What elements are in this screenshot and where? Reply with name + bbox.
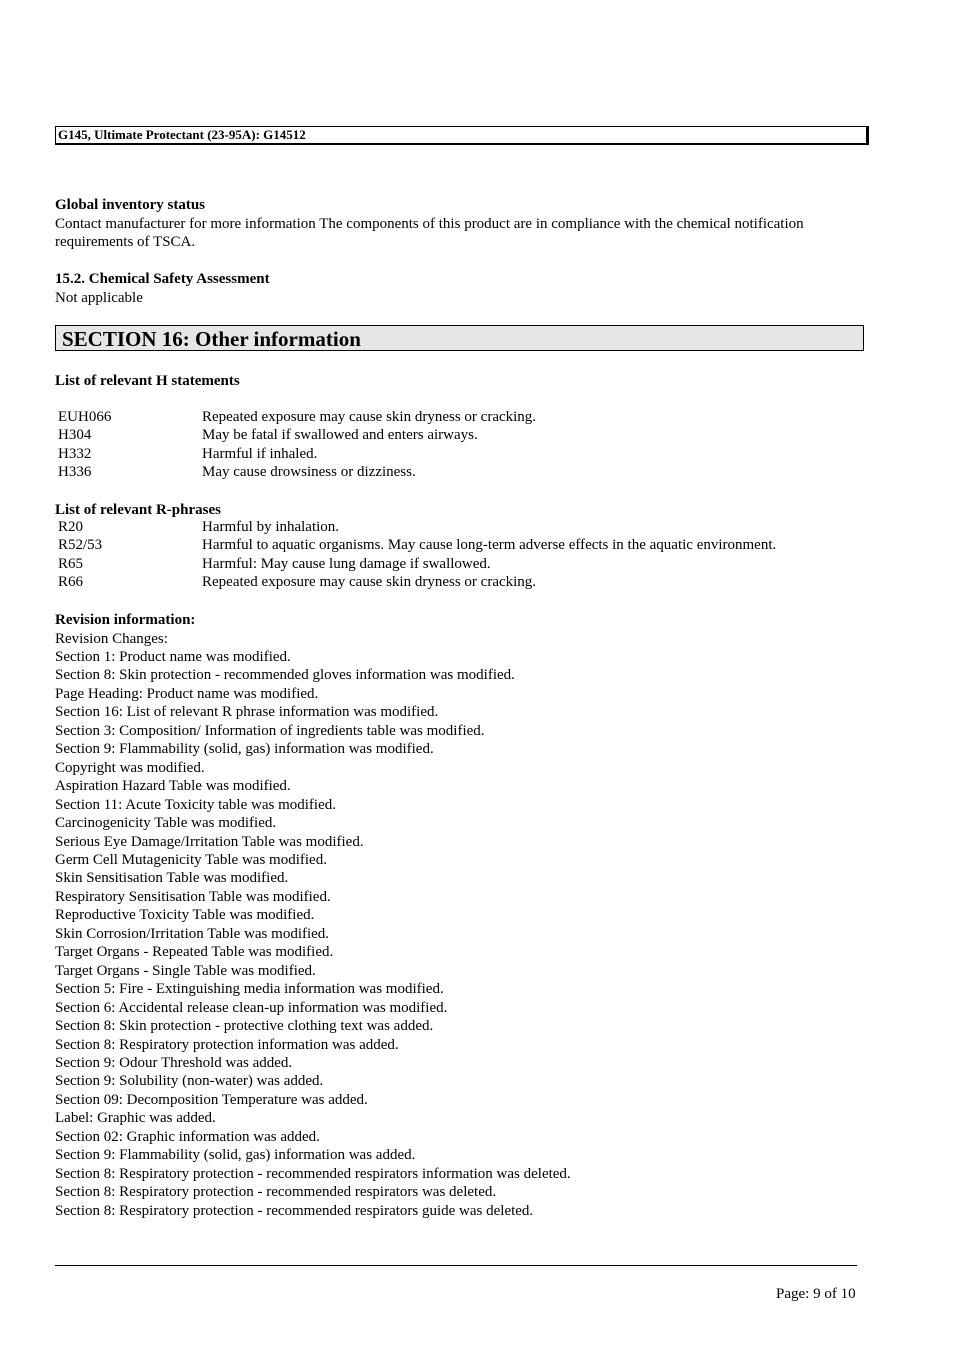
revision-change-item: Label: Graphic was added. [55,1110,216,1127]
statement-text: Harmful by inhalation. [202,519,340,535]
revision-change-item: Serious Eye Damage/Irritation Table was modified. [55,833,364,850]
revision-change-item: Section 8: Respiratory protection - recommended respirators was deleted. [55,1184,497,1201]
revision-change-item: Carcinogenicity Table was modified. [55,815,277,832]
statement-row [55,463,870,481]
revision-change-item: Section 5: Fire - Extinguishing media information was modified. [55,981,444,998]
revision-change-item: Section 9: Flammability (solid, gas) information was added. [55,1147,416,1164]
revision-change-item: Section 9: Flammability (solid, gas) information was modified. [55,741,434,758]
revision-heading: Revision information: [55,612,196,628]
h-statements-heading: List of relevant H statements [55,373,240,389]
document-header: G145, Ultimate Protectant (23-95A): G14512 [55,126,869,145]
h-statements-list [55,408,870,482]
statement-text: May cause drowsiness or dizziness. [202,464,416,481]
statement-code: EUH066 [58,409,112,425]
statement-code: R66 [58,574,84,591]
revision-change-item: Section 1: Product name was modified. [55,649,291,665]
revision-change-item: Section 09: Decomposition Temperature was added. [55,1091,368,1108]
revision-change-item: Section 8: Respiratory protection - recommended respirators information was deleted. [55,1165,571,1182]
chem-safety-heading: 15.2. Chemical Safety Assessment [55,271,270,287]
statement-code: H332 [58,445,92,462]
revision-changes-label: Revision Changes: [55,630,168,647]
revision-change-item: Germ Cell Mutagenicity Table was modified. [55,851,327,868]
statement-row [55,555,870,573]
revision-section [55,611,870,1220]
revision-change-item: Section 16: List of relevant R phrase information was modified. [55,704,439,721]
section-16-title: SECTION 16: Other information [55,325,864,351]
revision-change-item: Respiratory Sensitisation Table was modified. [55,888,331,905]
r-phrases-list [55,518,870,592]
page-number: Page: 9 of 10 [776,1286,856,1302]
revision-change-item: Reproductive Toxicity Table was modified. [55,907,315,924]
revision-changes-list [55,648,870,1220]
statement-text: May be fatal if swallowed and enters airways. [202,427,478,444]
statement-code: H336 [58,464,92,481]
chem-safety-section [55,270,870,307]
statement-code: R65 [58,555,84,572]
revision-change-item: Section 11: Acute Toxicity table was modified. [55,796,336,813]
statement-text: Harmful: May cause lung damage if swallowed. [202,555,491,572]
revision-change-item: Section 8: Skin protection - recommended gloves information was modified. [55,667,515,684]
statement-text: Repeated exposure may cause skin dryness or cracking. [202,409,537,425]
statement-row [55,573,870,591]
revision-change-item: Section 8: Skin protection - protective clothing text was added. [55,1018,434,1035]
footer-divider [55,1265,857,1266]
revision-change-item: Aspiration Hazard Table was modified. [55,778,291,795]
statement-code: R20 [58,519,84,535]
revision-change-item: Section 6: Accidental release clean-up information was modified. [55,999,448,1016]
revision-change-item: Section 9: Odour Threshold was added. [55,1054,293,1071]
revision-change-item: Target Organs - Single Table was modified. [55,962,316,979]
revision-change-item: Section 9: Solubility (non-water) was added. [55,1073,324,1090]
r-phrases-heading: List of relevant R-phrases [55,502,221,518]
statement-code: R52/53 [58,537,103,554]
statement-text: Harmful to aquatic organisms. May cause long-term adverse effects in the aquatic environment. [202,537,777,554]
revision-change-item: Section 8: Respiratory protection information was added. [55,1036,399,1053]
statement-code: H304 [58,427,92,444]
statement-row [55,536,870,554]
global-inventory-section [55,196,870,252]
chem-safety-text: Not applicable [55,289,143,306]
revision-change-item: Skin Corrosion/Irritation Table was modified. [55,925,330,942]
revision-change-item: Section 3: Composition/ Information of ingredients table was modified. [55,722,485,739]
statement-text: Repeated exposure may cause skin dryness or cracking. [202,574,537,591]
statement-row [55,445,870,463]
statement-row [55,426,870,444]
statement-row [55,518,870,536]
revision-change-item: Skin Sensitisation Table was modified. [55,870,289,887]
global-inventory-heading: Global inventory status [55,197,206,213]
statement-row [55,408,870,426]
revision-change-item: Section 8: Respiratory protection - recommended respirators guide was deleted. [55,1202,534,1219]
global-inventory-text-2: requirements of TSCA. [55,234,196,250]
statement-text: Harmful if inhaled. [202,445,318,462]
revision-change-item: Target Organs - Repeated Table was modified. [55,944,334,961]
revision-change-item: Copyright was modified. [55,759,205,776]
revision-change-item: Section 02: Graphic information was added. [55,1128,320,1145]
revision-change-item: Page Heading: Product name was modified. [55,685,319,702]
global-inventory-text-1: Contact manufacturer for more information The components of this product are in compliance with the chemical notification [55,215,804,232]
